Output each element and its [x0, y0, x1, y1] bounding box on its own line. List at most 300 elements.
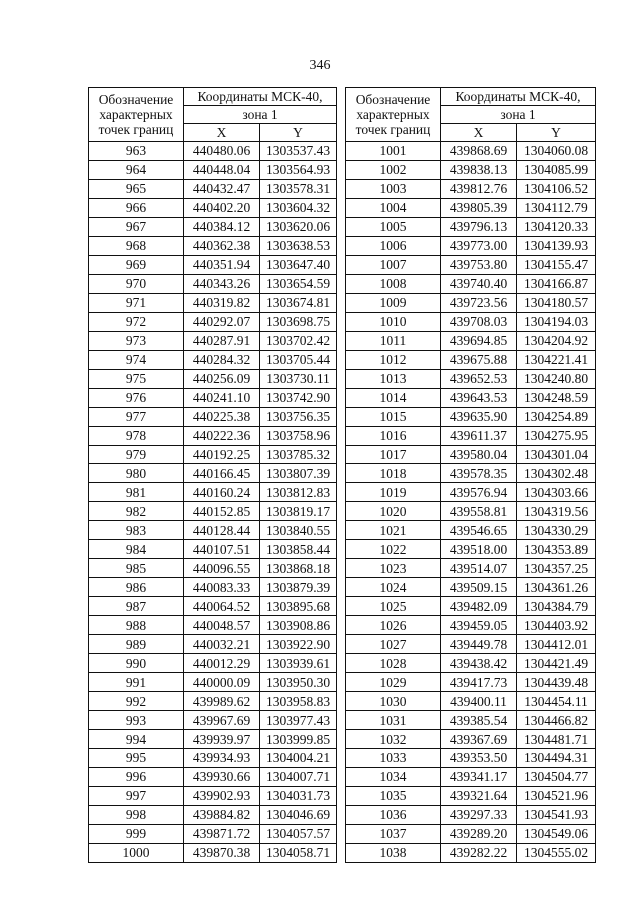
table-row — [346, 635, 596, 654]
y-coordinate-cell: 1304504.77 — [517, 767, 596, 786]
y-coordinate-cell: 1304275.95 — [517, 426, 596, 445]
point-id-cell: 1035 — [346, 786, 441, 805]
table-row — [89, 369, 337, 388]
y-coordinate-cell: 1303840.55 — [260, 521, 337, 540]
y-coordinate-cell: 1303756.35 — [260, 407, 337, 426]
x-coordinate-cell: 440032.21 — [184, 635, 260, 654]
point-id-cell: 996 — [89, 767, 184, 786]
point-id-cell: 1018 — [346, 464, 441, 483]
x-coordinate-cell: 439723.56 — [441, 293, 517, 312]
table-row — [346, 824, 596, 843]
table-row — [346, 255, 596, 274]
point-id-cell: 1028 — [346, 654, 441, 673]
y-coordinate-cell: 1304166.87 — [517, 274, 596, 293]
y-coordinate-cell: 1304384.79 — [517, 597, 596, 616]
table-row — [89, 540, 337, 559]
point-id-cell: 971 — [89, 293, 184, 312]
table-row — [89, 578, 337, 597]
y-coordinate-cell: 1303705.44 — [260, 350, 337, 369]
point-id-cell: 1030 — [346, 692, 441, 711]
x-coordinate-cell: 440256.09 — [184, 369, 260, 388]
point-id-cell: 1032 — [346, 730, 441, 749]
y-coordinate-cell: 1304541.93 — [517, 805, 596, 824]
x-column-header: X — [441, 124, 517, 142]
table-row — [89, 388, 337, 407]
y-coordinate-cell: 1303647.40 — [260, 255, 337, 274]
point-id-cell: 1026 — [346, 616, 441, 635]
point-id-cell: 993 — [89, 711, 184, 730]
y-coordinate-cell: 1304549.06 — [517, 824, 596, 843]
x-coordinate-cell: 440384.12 — [184, 217, 260, 236]
coordinates-header — [441, 88, 596, 106]
table-row — [346, 312, 596, 331]
y-coordinate-cell: 1303537.43 — [260, 142, 337, 161]
y-coordinate-cell: 1303819.17 — [260, 502, 337, 521]
x-coordinate-cell: 439385.54 — [441, 711, 517, 730]
table-row — [346, 464, 596, 483]
table-body-right — [346, 142, 596, 863]
y-coordinate-cell: 1303950.30 — [260, 673, 337, 692]
x-coordinate-cell: 439675.88 — [441, 350, 517, 369]
y-coordinate-cell: 1303620.06 — [260, 217, 337, 236]
x-coordinate-cell: 439289.20 — [441, 824, 517, 843]
y-coordinate-cell: 1303858.44 — [260, 540, 337, 559]
table-row — [346, 445, 596, 464]
table-row — [346, 597, 596, 616]
table-row — [89, 217, 337, 236]
x-coordinate-cell: 439514.07 — [441, 559, 517, 578]
point-id-cell: 1010 — [346, 312, 441, 331]
zone-header — [184, 106, 337, 124]
point-id-cell: 984 — [89, 540, 184, 559]
table-row — [346, 711, 596, 730]
y-coordinate-cell: 1304303.66 — [517, 483, 596, 502]
x-coordinate-cell: 439438.42 — [441, 654, 517, 673]
x-coordinate-cell: 440192.25 — [184, 445, 260, 464]
point-id-cell: 1020 — [346, 502, 441, 521]
x-coordinate-cell: 440152.85 — [184, 502, 260, 521]
y-coordinate-cell: 1303730.11 — [260, 369, 337, 388]
x-coordinate-cell: 439400.11 — [441, 692, 517, 711]
table-row — [89, 236, 337, 255]
table-row — [346, 388, 596, 407]
point-id-cell: 995 — [89, 749, 184, 768]
zone-header — [441, 106, 596, 124]
table-row — [89, 142, 337, 161]
y-coordinate-cell: 1304439.48 — [517, 673, 596, 692]
x-coordinate-cell: 439740.40 — [441, 274, 517, 293]
table-row — [89, 426, 337, 445]
x-coordinate-cell: 439989.62 — [184, 692, 260, 711]
point-id-cell: 987 — [89, 597, 184, 616]
x-coordinate-cell: 439812.76 — [441, 179, 517, 198]
table-row — [346, 521, 596, 540]
table-row — [89, 255, 337, 274]
point-id-cell: 1001 — [346, 142, 441, 161]
y-coordinate-cell: 1304254.89 — [517, 407, 596, 426]
y-coordinate-cell: 1303958.83 — [260, 692, 337, 711]
y-coordinate-cell: 1303654.59 — [260, 274, 337, 293]
y-coordinate-cell: 1304004.21 — [260, 749, 337, 768]
table-row — [89, 767, 337, 786]
y-coordinate-cell: 1304421.49 — [517, 654, 596, 673]
table-row — [346, 654, 596, 673]
x-coordinate-cell: 439939.97 — [184, 730, 260, 749]
point-id-cell: 1038 — [346, 843, 441, 862]
x-coordinate-cell: 439341.17 — [441, 767, 517, 786]
point-designation-header — [89, 88, 184, 142]
point-id-cell: 989 — [89, 635, 184, 654]
point-id-cell: 977 — [89, 407, 184, 426]
y-coordinate-cell: 1303812.83 — [260, 483, 337, 502]
x-coordinate-cell: 439870.38 — [184, 843, 260, 862]
table-row — [89, 312, 337, 331]
y-coordinate-cell: 1303879.39 — [260, 578, 337, 597]
point-id-cell: 1005 — [346, 217, 441, 236]
point-id-cell: 969 — [89, 255, 184, 274]
point-id-cell: 1016 — [346, 426, 441, 445]
y-coordinate-cell: 1303922.90 — [260, 635, 337, 654]
table-row — [89, 160, 337, 179]
x-coordinate-cell: 440287.91 — [184, 331, 260, 350]
x-coordinate-cell: 439321.64 — [441, 786, 517, 805]
x-coordinate-cell: 440402.20 — [184, 198, 260, 217]
coordinates-table-right — [345, 87, 596, 863]
x-coordinate-cell: 439884.82 — [184, 805, 260, 824]
table-row — [346, 559, 596, 578]
x-coordinate-cell: 439773.00 — [441, 236, 517, 255]
point-designation-header — [346, 88, 441, 142]
y-coordinate-cell: 1304403.92 — [517, 616, 596, 635]
table-row — [89, 635, 337, 654]
table-row — [346, 673, 596, 692]
x-coordinate-cell: 440225.38 — [184, 407, 260, 426]
x-coordinate-cell: 440351.94 — [184, 255, 260, 274]
y-coordinate-cell: 1304466.82 — [517, 711, 596, 730]
y-coordinate-cell: 1304319.56 — [517, 502, 596, 521]
y-coordinate-cell: 1303742.90 — [260, 388, 337, 407]
point-label-line: Обозначение — [355, 92, 431, 107]
x-coordinate-cell: 440319.82 — [184, 293, 260, 312]
table-row — [89, 692, 337, 711]
y-coordinate-cell: 1303564.93 — [260, 160, 337, 179]
x-coordinate-cell: 440160.24 — [184, 483, 260, 502]
point-id-cell: 973 — [89, 331, 184, 350]
table-body-left — [89, 142, 337, 863]
y-coordinate-cell: 1304007.71 — [260, 767, 337, 786]
table-row — [89, 843, 337, 862]
point-id-cell: 985 — [89, 559, 184, 578]
y-coordinate-cell: 1304240.80 — [517, 369, 596, 388]
table-row — [346, 805, 596, 824]
y-coordinate-cell: 1303638.53 — [260, 236, 337, 255]
point-id-cell: 1015 — [346, 407, 441, 426]
x-coordinate-cell: 439868.69 — [441, 142, 517, 161]
point-id-cell: 998 — [89, 805, 184, 824]
point-id-cell: 1033 — [346, 749, 441, 768]
table-row — [346, 331, 596, 350]
table-row — [346, 786, 596, 805]
point-id-cell: 994 — [89, 730, 184, 749]
point-id-cell: 999 — [89, 824, 184, 843]
point-id-cell: 968 — [89, 236, 184, 255]
table-row — [346, 142, 596, 161]
y-coordinate-cell: 1304481.71 — [517, 730, 596, 749]
y-coordinate-cell: 1304046.69 — [260, 805, 337, 824]
coords-title-line: Координаты МСК-40, — [455, 89, 581, 104]
y-coordinate-cell: 1304120.33 — [517, 217, 596, 236]
x-coordinate-cell: 439871.72 — [184, 824, 260, 843]
y-coordinate-cell: 1304221.41 — [517, 350, 596, 369]
point-id-cell: 992 — [89, 692, 184, 711]
x-coordinate-cell: 439282.22 — [441, 843, 517, 862]
table-row — [89, 521, 337, 540]
y-coordinate-cell: 1303868.18 — [260, 559, 337, 578]
point-id-cell: 991 — [89, 673, 184, 692]
x-coordinate-cell: 440432.47 — [184, 179, 260, 198]
point-id-cell: 980 — [89, 464, 184, 483]
y-coordinate-cell: 1303977.43 — [260, 711, 337, 730]
table-row — [89, 483, 337, 502]
point-id-cell: 997 — [89, 786, 184, 805]
x-coordinate-cell: 439580.04 — [441, 445, 517, 464]
y-coordinate-cell: 1303578.31 — [260, 179, 337, 198]
x-coordinate-cell: 439652.53 — [441, 369, 517, 388]
y-coordinate-cell: 1304555.02 — [517, 843, 596, 862]
y-coordinate-cell: 1303702.42 — [260, 331, 337, 350]
table-row — [89, 711, 337, 730]
x-coordinate-cell: 439518.00 — [441, 540, 517, 559]
x-coordinate-cell: 439930.66 — [184, 767, 260, 786]
table-row — [346, 274, 596, 293]
x-coordinate-cell: 439417.73 — [441, 673, 517, 692]
y-coordinate-cell: 1303604.32 — [260, 198, 337, 217]
point-id-cell: 1014 — [346, 388, 441, 407]
x-coordinate-cell: 439611.37 — [441, 426, 517, 445]
page-number: 346 — [309, 58, 331, 73]
table-row — [89, 805, 337, 824]
point-id-cell: 1000 — [89, 843, 184, 862]
point-label-line: точек границ — [355, 122, 431, 137]
table-row — [89, 464, 337, 483]
y-coordinate-cell: 1304412.01 — [517, 635, 596, 654]
table-row — [346, 217, 596, 236]
table-row — [89, 749, 337, 768]
x-coordinate-cell: 440448.04 — [184, 160, 260, 179]
point-id-cell: 1022 — [346, 540, 441, 559]
x-coordinate-cell: 439482.09 — [441, 597, 517, 616]
point-label-line: Обозначение — [98, 92, 174, 107]
table-row — [346, 369, 596, 388]
table-row — [346, 502, 596, 521]
point-id-cell: 990 — [89, 654, 184, 673]
coords-title-line: Координаты МСК-40, — [197, 89, 323, 104]
y-coordinate-cell: 1304353.89 — [517, 540, 596, 559]
x-coordinate-cell: 439576.94 — [441, 483, 517, 502]
point-id-cell: 981 — [89, 483, 184, 502]
table-row — [346, 843, 596, 862]
y-coordinate-cell: 1304106.52 — [517, 179, 596, 198]
table-row — [346, 540, 596, 559]
point-id-cell: 1029 — [346, 673, 441, 692]
x-column-header: X — [184, 124, 260, 142]
table-row — [346, 179, 596, 198]
table-row — [89, 730, 337, 749]
coords-title-line: зона 1 — [500, 107, 536, 122]
point-id-cell: 1037 — [346, 824, 441, 843]
y-coordinate-cell: 1304361.26 — [517, 578, 596, 597]
y-coordinate-cell: 1304494.31 — [517, 749, 596, 768]
point-id-cell: 966 — [89, 198, 184, 217]
x-coordinate-cell: 440166.45 — [184, 464, 260, 483]
table-row — [89, 654, 337, 673]
x-coordinate-cell: 439838.13 — [441, 160, 517, 179]
y-coordinate-cell: 1303758.96 — [260, 426, 337, 445]
table-row — [346, 426, 596, 445]
x-coordinate-cell: 440343.26 — [184, 274, 260, 293]
table-row — [346, 578, 596, 597]
point-id-cell: 1006 — [346, 236, 441, 255]
x-coordinate-cell: 440064.52 — [184, 597, 260, 616]
point-id-cell: 979 — [89, 445, 184, 464]
point-id-cell: 988 — [89, 616, 184, 635]
x-coordinate-cell: 440128.44 — [184, 521, 260, 540]
y-coordinate-cell: 1303807.39 — [260, 464, 337, 483]
table-row — [89, 293, 337, 312]
table-row — [346, 160, 596, 179]
x-coordinate-cell: 440241.10 — [184, 388, 260, 407]
x-coordinate-cell: 439694.85 — [441, 331, 517, 350]
table-row — [89, 616, 337, 635]
point-id-cell: 1036 — [346, 805, 441, 824]
table-row — [346, 692, 596, 711]
y-coordinate-cell: 1304521.96 — [517, 786, 596, 805]
x-coordinate-cell: 440480.06 — [184, 142, 260, 161]
x-coordinate-cell: 439297.33 — [441, 805, 517, 824]
x-coordinate-cell: 439459.05 — [441, 616, 517, 635]
table-row — [89, 179, 337, 198]
table-row — [346, 730, 596, 749]
y-coordinate-cell: 1303999.85 — [260, 730, 337, 749]
coordinates-table-left — [88, 87, 337, 863]
point-id-cell: 1021 — [346, 521, 441, 540]
point-id-cell: 982 — [89, 502, 184, 521]
point-id-cell: 1007 — [346, 255, 441, 274]
point-id-cell: 963 — [89, 142, 184, 161]
table-row — [346, 483, 596, 502]
y-coordinate-cell: 1303895.68 — [260, 597, 337, 616]
point-id-cell: 1027 — [346, 635, 441, 654]
x-coordinate-cell: 440292.07 — [184, 312, 260, 331]
y-coordinate-cell: 1304454.11 — [517, 692, 596, 711]
table-row — [89, 198, 337, 217]
x-coordinate-cell: 439796.13 — [441, 217, 517, 236]
point-id-cell: 983 — [89, 521, 184, 540]
y-coordinate-cell: 1303785.32 — [260, 445, 337, 464]
table-row — [89, 407, 337, 426]
point-id-cell: 1034 — [346, 767, 441, 786]
y-coordinate-cell: 1304180.57 — [517, 293, 596, 312]
table-row — [89, 502, 337, 521]
y-coordinate-cell: 1304112.79 — [517, 198, 596, 217]
table-row — [89, 673, 337, 692]
point-label-line: характерных — [99, 107, 173, 122]
table-row — [346, 198, 596, 217]
point-label-line: характерных — [356, 107, 430, 122]
point-id-cell: 1019 — [346, 483, 441, 502]
table-row — [346, 236, 596, 255]
y-coordinate-cell: 1303939.61 — [260, 654, 337, 673]
point-label-line: точек границ — [98, 122, 174, 137]
y-coordinate-cell: 1304357.25 — [517, 559, 596, 578]
table-row — [89, 445, 337, 464]
point-id-cell: 1024 — [346, 578, 441, 597]
y-column-header: Y — [517, 124, 596, 142]
table-row — [346, 749, 596, 768]
point-id-cell: 1031 — [346, 711, 441, 730]
x-coordinate-cell: 440048.57 — [184, 616, 260, 635]
table-row — [89, 350, 337, 369]
x-coordinate-cell: 440362.38 — [184, 236, 260, 255]
x-coordinate-cell: 439934.93 — [184, 749, 260, 768]
y-coordinate-cell: 1304301.04 — [517, 445, 596, 464]
point-id-cell: 974 — [89, 350, 184, 369]
x-coordinate-cell: 439558.81 — [441, 502, 517, 521]
x-coordinate-cell: 440107.51 — [184, 540, 260, 559]
x-coordinate-cell: 440000.09 — [184, 673, 260, 692]
table-row — [89, 331, 337, 350]
point-id-cell: 1012 — [346, 350, 441, 369]
table-row — [89, 559, 337, 578]
point-id-cell: 1023 — [346, 559, 441, 578]
point-id-cell: 975 — [89, 369, 184, 388]
point-id-cell: 972 — [89, 312, 184, 331]
point-id-cell: 1013 — [346, 369, 441, 388]
point-id-cell: 978 — [89, 426, 184, 445]
point-id-cell: 1017 — [346, 445, 441, 464]
y-coordinate-cell: 1303908.86 — [260, 616, 337, 635]
point-id-cell: 1003 — [346, 179, 441, 198]
coordinates-header — [184, 88, 337, 106]
point-id-cell: 986 — [89, 578, 184, 597]
point-id-cell: 976 — [89, 388, 184, 407]
y-coordinate-cell: 1304204.92 — [517, 331, 596, 350]
point-id-cell: 965 — [89, 179, 184, 198]
point-id-cell: 964 — [89, 160, 184, 179]
point-id-cell: 967 — [89, 217, 184, 236]
y-coordinate-cell: 1304060.08 — [517, 142, 596, 161]
x-coordinate-cell: 440012.29 — [184, 654, 260, 673]
x-coordinate-cell: 439509.15 — [441, 578, 517, 597]
y-column-header: Y — [260, 124, 337, 142]
table-row — [346, 350, 596, 369]
x-coordinate-cell: 440083.33 — [184, 578, 260, 597]
point-id-cell: 1009 — [346, 293, 441, 312]
table-row — [346, 767, 596, 786]
y-coordinate-cell: 1303698.75 — [260, 312, 337, 331]
y-coordinate-cell: 1304139.93 — [517, 236, 596, 255]
x-coordinate-cell: 439902.93 — [184, 786, 260, 805]
y-coordinate-cell: 1304085.99 — [517, 160, 596, 179]
x-coordinate-cell: 439635.90 — [441, 407, 517, 426]
coords-title-line: зона 1 — [242, 107, 278, 122]
x-coordinate-cell: 439367.69 — [441, 730, 517, 749]
y-coordinate-cell: 1304248.59 — [517, 388, 596, 407]
y-coordinate-cell: 1304031.73 — [260, 786, 337, 805]
y-coordinate-cell: 1303674.81 — [260, 293, 337, 312]
x-coordinate-cell: 440096.55 — [184, 559, 260, 578]
x-coordinate-cell: 440222.36 — [184, 426, 260, 445]
